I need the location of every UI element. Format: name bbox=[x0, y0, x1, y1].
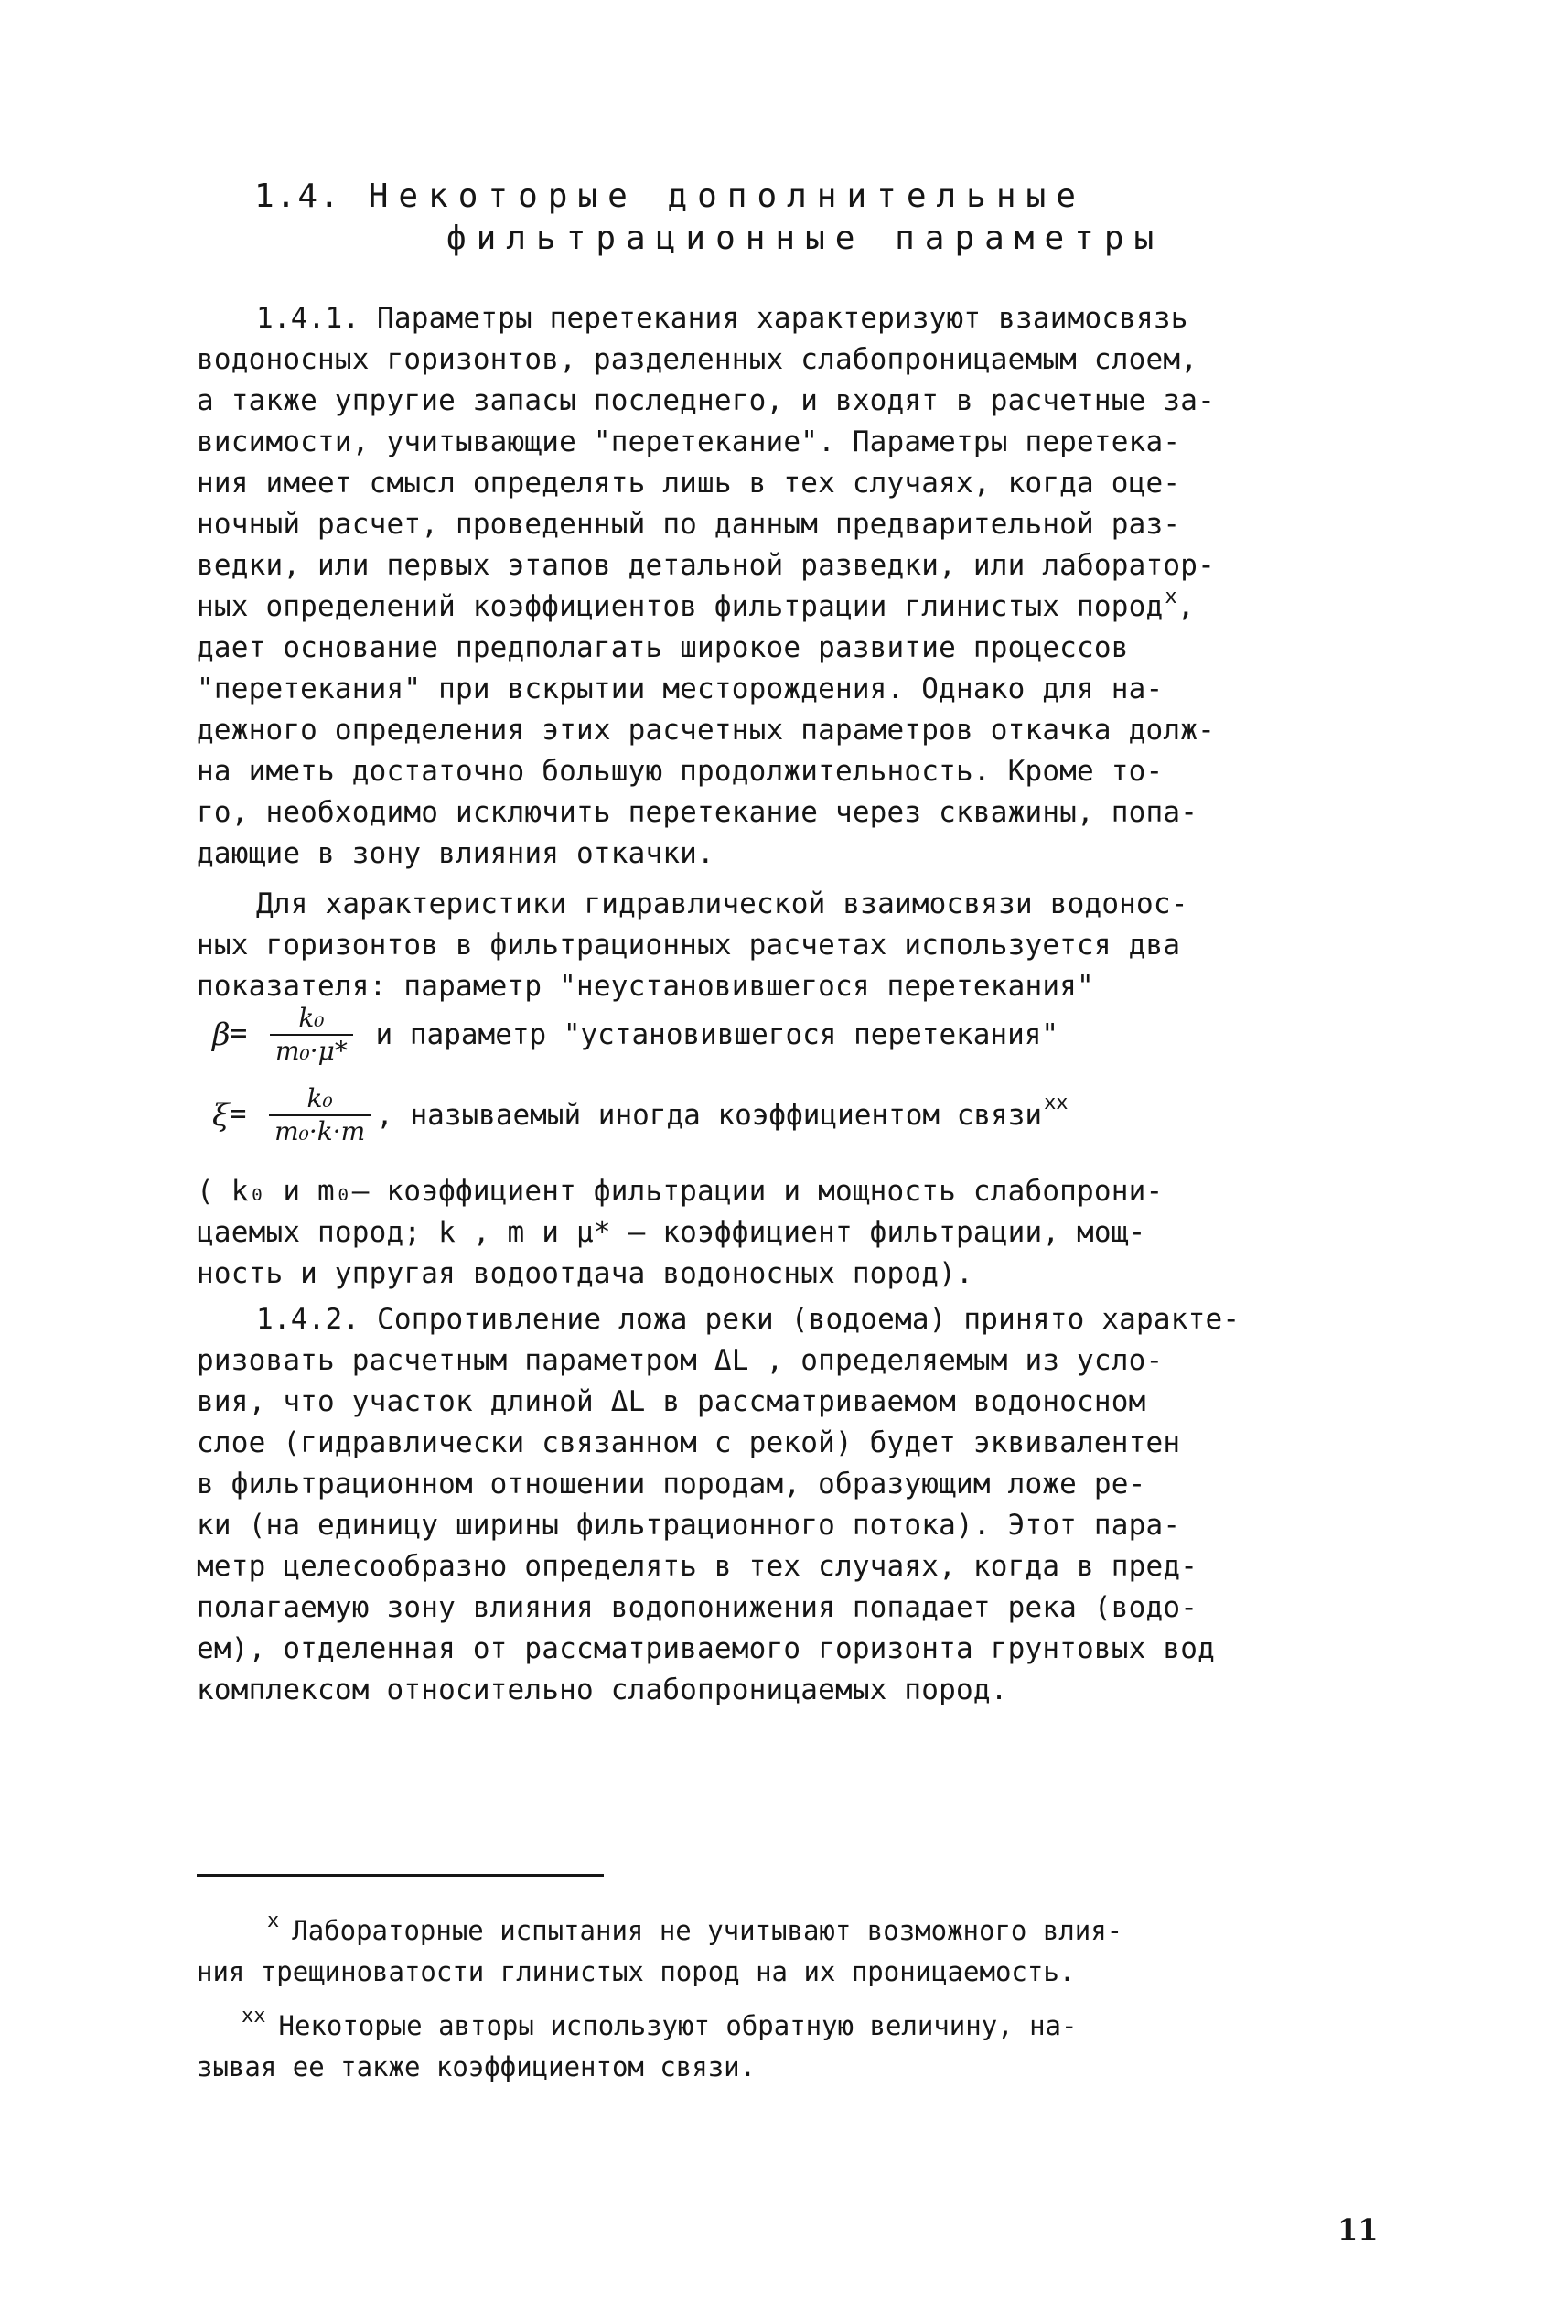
text-line: висимости, учитывающие "перетекание". Параметры перетека- bbox=[197, 425, 1181, 458]
fraction-numerator: k₀ bbox=[270, 1003, 353, 1036]
equals-sign: = bbox=[230, 1017, 248, 1050]
text-line: ных определений коэффициентов фильтрации глинистых пород$^x$, bbox=[197, 586, 1195, 623]
footnote-line: ния трещиноватости глинистых пород на их проницаемость. bbox=[197, 1956, 1076, 1987]
formula-xi bbox=[212, 1083, 1069, 1147]
footnote-mark: xx bbox=[242, 2005, 266, 2028]
text-line: дающие в зону влияния откачки. bbox=[197, 837, 714, 870]
formula-beta bbox=[212, 1003, 1058, 1067]
footnote-line: зывая ее также коэффициентом связи. bbox=[197, 2051, 757, 2082]
text-line-body: ных определений коэффициентов фильтрации глинистых пород bbox=[197, 590, 1164, 623]
text-line: 1.4.1. Параметры перетекания характеризуют взаимосвязь bbox=[256, 302, 1188, 335]
text-line: вия, что участок длиной ΔL в рассматриваемом водоносном bbox=[197, 1385, 1146, 1418]
text-line: ния имеет смысл определять лишь в тех случаях, когда оце- bbox=[197, 467, 1181, 500]
section-title-part-2: фильтрационные параметры bbox=[446, 220, 1165, 257]
fraction-denominator: m₀·k·m bbox=[274, 1116, 366, 1146]
equals-sign: = bbox=[229, 1097, 247, 1131]
text-line: ночный расчет, проведенный по данным предварительной раз- bbox=[197, 508, 1181, 541]
footnote-line bbox=[265, 1910, 1413, 1954]
text-line: ем), отделенная от рассматриваемого горизонта грунтовых вод bbox=[197, 1632, 1215, 1665]
text-line: ки (на единицу ширины фильтрационного потока). Этот пара- bbox=[197, 1509, 1181, 1542]
text-line: в фильтрационном отношении породам, образующим ложе ре- bbox=[197, 1468, 1146, 1501]
text-line: ведки, или первых этапов детальной разведки, или лаборатор- bbox=[197, 549, 1215, 582]
text-line: ных горизонтов в фильтрационных расчетах используется два bbox=[197, 929, 1181, 962]
footnote-text: Лабораторные испытания не учитывают возможного влия- bbox=[292, 1915, 1123, 1946]
text-line: дежного определения этих расчетных параметров откачка долж- bbox=[197, 714, 1215, 747]
text-line: полагаемую зону влияния водопонижения попадает река (водо- bbox=[197, 1591, 1198, 1624]
text-line: цаемых пород; k , m и μ* – коэффициент фильтрации, мощ- bbox=[197, 1216, 1146, 1249]
footnote-ref-xx: xx bbox=[1044, 1091, 1069, 1114]
section-heading-line-1 bbox=[254, 174, 1086, 220]
page-number: 11 bbox=[1337, 2212, 1379, 2247]
text-line: ( k₀ и m₀– коэффициент фильтрации и мощность слабопрони- bbox=[197, 1175, 1164, 1208]
text-line: метр целесообразно определять в тех случаях, когда в пред- bbox=[197, 1550, 1198, 1583]
text-line: ность и упругая водоотдача водоносных пород). bbox=[197, 1257, 973, 1290]
fraction-denominator: m₀·μ* bbox=[275, 1036, 348, 1066]
text-line: показателя: параметр "неустановившегося перетекания" bbox=[197, 970, 1094, 1003]
text-line: ризовать расчетным параметром ΔL , определяемым из усло- bbox=[197, 1344, 1164, 1377]
text-line: слое (гидравлически связанном с рекой) будет эквивалентен bbox=[197, 1426, 1181, 1459]
footnote-separator bbox=[197, 1874, 604, 1877]
text-line: го, необходимо исключить перетекание через скважины, попа- bbox=[197, 796, 1198, 829]
text-line: на иметь достаточно большую продолжительность. Кроме то- bbox=[197, 755, 1164, 788]
footnote-text: Некоторые авторы используют обратную величину, на- bbox=[278, 2010, 1078, 2041]
xi-fraction bbox=[269, 1083, 371, 1147]
text-line: водоносных горизонтов, разделенных слабопроницаемым слоем, bbox=[197, 343, 1198, 376]
footnote-mark: x bbox=[267, 1910, 280, 1932]
footnote-ref-x: x bbox=[1165, 586, 1177, 608]
text-line: 1.4.2. Сопротивление ложа реки (водоема) принято характе- bbox=[256, 1303, 1240, 1336]
section-heading-line-2 bbox=[446, 216, 1164, 262]
section-number: 1.4. bbox=[254, 178, 341, 215]
text-line: Для характеристики гидравлической взаимосвязи водонос- bbox=[256, 888, 1188, 920]
footnote-line bbox=[240, 2006, 1413, 2050]
fraction-numerator: k₀ bbox=[269, 1083, 371, 1116]
text-line: "перетекания" при вскрытии месторождения. Однако для на- bbox=[197, 672, 1164, 705]
text-line: а также упругие запасы последнего, и входят в расчетные за- bbox=[197, 384, 1215, 417]
text-line: дает основание предполагать широкое развитие процессов bbox=[197, 631, 1129, 664]
beta-symbol: β bbox=[212, 1017, 231, 1053]
beta-fraction bbox=[270, 1003, 353, 1067]
text-line: комплексом относительно слабопроницаемых пород. bbox=[197, 1673, 1008, 1706]
section-title-part-1: Некоторые дополнительные bbox=[368, 178, 1086, 215]
formula-caption: , называемый иногда коэффициентом связи bbox=[376, 1099, 1043, 1132]
formula-caption: и параметр "установившегося перетекания" bbox=[375, 1018, 1059, 1051]
xi-symbol: ξ bbox=[212, 1097, 230, 1134]
